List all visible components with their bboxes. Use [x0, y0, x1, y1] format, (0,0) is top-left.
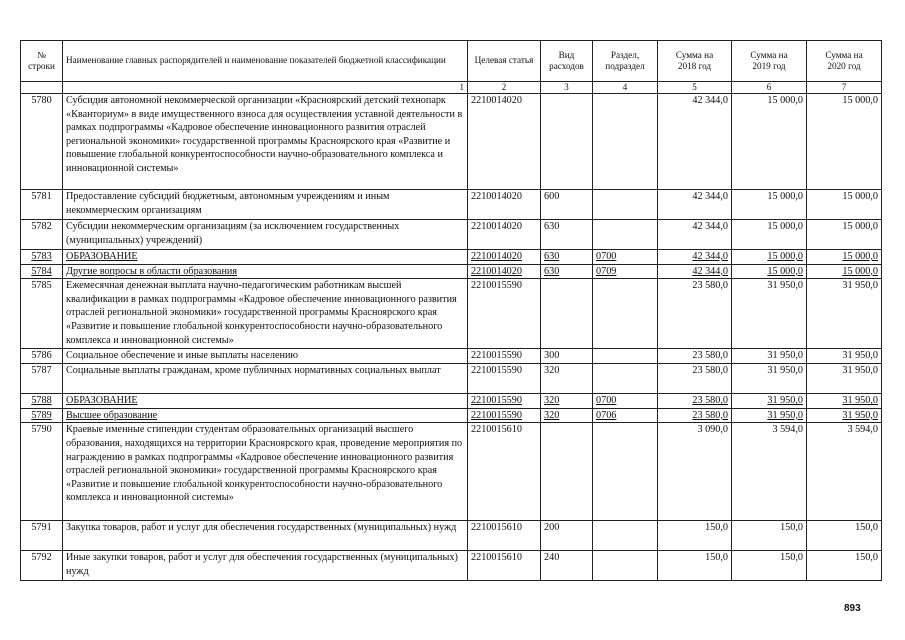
target-article: 2210014020: [468, 94, 541, 190]
section-code: [593, 521, 658, 551]
column-number-row: [21, 82, 882, 94]
column-number: 3: [541, 82, 593, 94]
sum-2018: 23 580,0: [658, 408, 732, 423]
expense-type: 320: [541, 408, 593, 423]
row-name: Другие вопросы в области образования: [63, 264, 468, 279]
section-code: [593, 190, 658, 220]
target-article: 2210015590: [468, 364, 541, 394]
sum-2019: 15 000,0: [732, 190, 807, 220]
row-name: Закупка товаров, работ и услуг для обеспечения государственных (муниципальных) нужд: [63, 521, 468, 551]
table-row: [21, 94, 882, 190]
target-article: 2210014020: [468, 220, 541, 250]
target-article: 2210015590: [468, 279, 541, 349]
expense-type: 600: [541, 190, 593, 220]
table-body: [21, 41, 882, 581]
page-number: 893: [844, 603, 861, 614]
sum-2020: 31 950,0: [807, 408, 882, 423]
sum-2020: 150,0: [807, 521, 882, 551]
column-number: [21, 82, 63, 94]
sum-2020: 31 950,0: [807, 279, 882, 349]
target-article: 2210015610: [468, 521, 541, 551]
sum-2020: 15 000,0: [807, 250, 882, 265]
header-target-article: Целевая статья: [468, 41, 541, 82]
sum-2018: 150,0: [658, 521, 732, 551]
table-row: [21, 349, 882, 364]
row-number: 5792: [21, 551, 63, 581]
sum-2018: 3 090,0: [658, 423, 732, 521]
table-row: [21, 521, 882, 551]
sum-2019: 3 594,0: [732, 423, 807, 521]
sum-2019: 31 950,0: [732, 408, 807, 423]
sum-2019: 15 000,0: [732, 94, 807, 190]
sum-2019: 15 000,0: [732, 264, 807, 279]
section-code: [593, 279, 658, 349]
row-name: Краевые именные стипендии студентам образовательных организаций высшего образования, находящихся на территории Красноярского края, проведение мероприятия по награждению в рамках подпрограммы «Кадровое обеспечение инновационного развития отраслей региональной экономики» государственной программы Красноярского края «Развитие и повышение глобальной конкурентоспособности научно-образовательного комплекса и инновационной системы»: [63, 423, 468, 521]
sum-2018: 150,0: [658, 551, 732, 581]
table-row: [21, 279, 882, 349]
section-code: [593, 423, 658, 521]
sum-2020: 15 000,0: [807, 220, 882, 250]
expense-type: 300: [541, 349, 593, 364]
expense-type: [541, 94, 593, 190]
sum-2018: 42 344,0: [658, 264, 732, 279]
expense-type: 240: [541, 551, 593, 581]
sum-2020: 31 950,0: [807, 364, 882, 394]
sum-2020: 31 950,0: [807, 394, 882, 409]
sum-2019: 15 000,0: [732, 220, 807, 250]
budget-table: [20, 40, 882, 581]
sum-2019: 150,0: [732, 551, 807, 581]
row-number: 5782: [21, 220, 63, 250]
table-row: [21, 423, 882, 521]
target-article: 2210014020: [468, 264, 541, 279]
row-name: Предоставление субсидий бюджетным, автономным учреждениям и иным некоммерческим организациям: [63, 190, 468, 220]
column-number: 4: [593, 82, 658, 94]
row-number: 5786: [21, 349, 63, 364]
row-name: Социальные выплаты гражданам, кроме публичных нормативных социальных выплат: [63, 364, 468, 394]
header-name: Наименование главных распорядителей и наименование показателей бюджетной классификации: [63, 41, 468, 82]
header-sum-2020: Сумма на 2020 год: [807, 41, 882, 82]
row-number: 5784: [21, 264, 63, 279]
sum-2020: 150,0: [807, 551, 882, 581]
row-name: Ежемесячная денежная выплата научно-педагогическим работникам высшей квалификации в рамках подпрограммы «Кадровое обеспечение инновационного развития отраслей региональной экономики» государственной программы Красноярского края «Развитие и повышение глобальной конкурентоспособности научно-образовательного комплекса и инновационной системы»: [63, 279, 468, 349]
target-article: 2210015590: [468, 394, 541, 409]
section-code: 0709: [593, 264, 658, 279]
table-row: [21, 264, 882, 279]
section-code: [593, 94, 658, 190]
header-row: [21, 41, 882, 82]
expense-type: 630: [541, 264, 593, 279]
table-row: [21, 364, 882, 394]
row-name: ОБРАЗОВАНИЕ: [63, 250, 468, 265]
target-article: 2210014020: [468, 190, 541, 220]
table-row: [21, 394, 882, 409]
expense-type: 320: [541, 364, 593, 394]
table-row: [21, 408, 882, 423]
row-number: 5791: [21, 521, 63, 551]
section-code: 0700: [593, 250, 658, 265]
section-code: [593, 364, 658, 394]
sum-2020: 31 950,0: [807, 349, 882, 364]
sum-2018: 23 580,0: [658, 349, 732, 364]
sum-2018: 23 580,0: [658, 364, 732, 394]
expense-type: 630: [541, 220, 593, 250]
sum-2020: 15 000,0: [807, 264, 882, 279]
sum-2020: 15 000,0: [807, 94, 882, 190]
column-number: 6: [732, 82, 807, 94]
row-number: 5788: [21, 394, 63, 409]
sum-2020: 15 000,0: [807, 190, 882, 220]
expense-type: 320: [541, 394, 593, 409]
target-article: 2210015590: [468, 349, 541, 364]
sum-2018: 42 344,0: [658, 220, 732, 250]
column-number: 2: [468, 82, 541, 94]
sum-2019: 31 950,0: [732, 394, 807, 409]
sum-2019: 31 950,0: [732, 279, 807, 349]
sum-2020: 3 594,0: [807, 423, 882, 521]
target-article: 2210015610: [468, 423, 541, 521]
section-code: 0706: [593, 408, 658, 423]
target-article: 2210015610: [468, 551, 541, 581]
row-number: 5780: [21, 94, 63, 190]
row-name: Субсидии некоммерческим организациям (за исключением государственных (муниципальных) учреждений): [63, 220, 468, 250]
section-code: [593, 551, 658, 581]
sum-2018: 23 580,0: [658, 394, 732, 409]
row-name: ОБРАЗОВАНИЕ: [63, 394, 468, 409]
row-number: 5785: [21, 279, 63, 349]
budget-table-container: [20, 40, 882, 581]
column-number: 5: [658, 82, 732, 94]
sum-2018: 42 344,0: [658, 190, 732, 220]
expense-type: 630: [541, 250, 593, 265]
row-number: 5783: [21, 250, 63, 265]
header-expense-type: Вид расходов: [541, 41, 593, 82]
section-code: [593, 220, 658, 250]
sum-2019: 150,0: [732, 521, 807, 551]
header-row-number: № строки: [21, 41, 63, 82]
header-section: Раздел, подраздел: [593, 41, 658, 82]
table-row: [21, 551, 882, 581]
expense-type: 200: [541, 521, 593, 551]
row-number: 5787: [21, 364, 63, 394]
sum-2019: 31 950,0: [732, 349, 807, 364]
row-number: 5781: [21, 190, 63, 220]
row-name: Высшее образование: [63, 408, 468, 423]
sum-2019: 15 000,0: [732, 250, 807, 265]
row-name: Социальное обеспечение и иные выплаты населению: [63, 349, 468, 364]
header-sum-2018: Сумма на 2018 год: [658, 41, 732, 82]
expense-type: [541, 279, 593, 349]
table-row: [21, 220, 882, 250]
target-article: 2210014020: [468, 250, 541, 265]
sum-2018: 23 580,0: [658, 279, 732, 349]
row-number: 5789: [21, 408, 63, 423]
row-number: 5790: [21, 423, 63, 521]
sum-2018: 42 344,0: [658, 94, 732, 190]
column-number: 1: [63, 82, 468, 94]
row-name: Иные закупки товаров, работ и услуг для обеспечения государственных (муниципальных) нужд: [63, 551, 468, 581]
section-code: [593, 349, 658, 364]
table-row: [21, 250, 882, 265]
expense-type: [541, 423, 593, 521]
sum-2018: 42 344,0: [658, 250, 732, 265]
sum-2019: 31 950,0: [732, 364, 807, 394]
table-row: [21, 190, 882, 220]
row-name: Субсидия автономной некоммерческой организации «Красноярский детский технопарк «Кванториум» в виде имущественного взноса для осуществления уставной деятельности в рамках подпрограммы «Кадровое обеспечение инновационного развития отраслей региональной экономики» государственной программы Красноярского края «Развитие и повышение глобальной конкурентоспособности научно-образовательного комплекса и инновационной системы»: [63, 94, 468, 190]
header-sum-2019: Сумма на 2019 год: [732, 41, 807, 82]
target-article: 2210015590: [468, 408, 541, 423]
column-number: 7: [807, 82, 882, 94]
section-code: 0700: [593, 394, 658, 409]
